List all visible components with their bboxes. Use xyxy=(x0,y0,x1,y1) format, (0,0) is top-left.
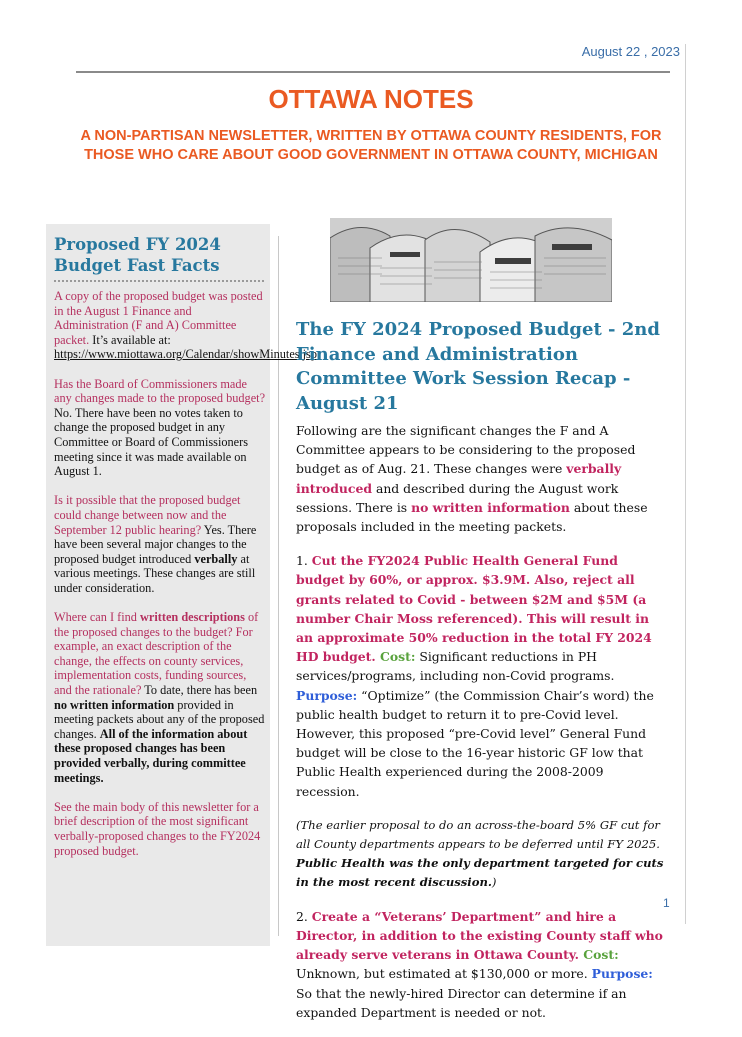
change-item-2 xyxy=(296,907,668,1022)
issue-date: August 22 , 2023 xyxy=(581,44,680,59)
sidebar-divider xyxy=(278,236,279,936)
fact-written-descriptions xyxy=(54,610,266,785)
fact-answer-emphasis: verbally xyxy=(194,551,238,566)
header-rule xyxy=(76,71,670,73)
item-number: 1. xyxy=(296,553,312,569)
cost-text: Unknown, but estimated at $130,000 or more. xyxy=(296,966,592,982)
intro-highlight: no written information xyxy=(411,499,570,515)
item-number: 2. xyxy=(296,908,312,924)
newsletter-title: OTTAWA NOTES xyxy=(268,84,474,114)
fact-question-emphasis: written descriptions xyxy=(140,610,245,625)
intro-text: about these proposals included in the meeting packets. xyxy=(296,499,648,535)
fact-question: Is it possible that the proposed budget could change between now and the September 12 public hearing? xyxy=(54,493,241,537)
article-body xyxy=(296,421,668,1037)
fact-answer: No. There have been no votes taken to change the proposed budget in any Committee or Board of Commissioners meeting since it was made available on August 1. xyxy=(54,405,249,479)
purpose-text: So that the newly-hired Director can determine if an expanded Department is needed or not. xyxy=(296,985,627,1020)
fact-answer: It’s available at: xyxy=(89,332,171,347)
fact-availability xyxy=(54,289,317,362)
intro-highlight: verbally introduced xyxy=(296,461,622,496)
intro-text: Following are the significant changes the F and A Committee appears to be considering to the proposed budget as of Aug. 21. These changes were xyxy=(296,423,636,477)
cost-text: Significant reductions in PH services/programs, including non-Covid programs. xyxy=(296,649,615,684)
fact-changes xyxy=(54,377,266,479)
item-heading: Cut the FY2024 Public Health General Fund budget by 60%, or approx. $3.9M. Also, reject all grants related to Covid - between $2M and $5M (a number Chair Moss referenced). This will result in an approximate 50% reduction in the total FY 2024 HD budget. xyxy=(296,553,652,665)
sidebar-title: Proposed FY 2024 Budget Fast Facts xyxy=(54,235,221,275)
change-item-1 xyxy=(296,551,668,801)
purpose-label: Purpose: xyxy=(591,966,653,982)
budget-link[interactable]: https://www.miottawa.org/Calendar/showMinutes.jsp xyxy=(54,347,317,362)
item-heading: Create a “Veterans’ Department” and hire a Director, in addition to the existing County staff who already serve veterans in Ottawa County. xyxy=(296,908,663,963)
fact-question: Has the Board of Commissioners made any changes made to the proposed budget? xyxy=(54,376,266,406)
fact-answer: at various meetings. These changes are still under consideration. xyxy=(54,551,256,595)
fact-answer: Yes. There have been several major changes to the proposed budget introduced xyxy=(54,522,257,566)
purpose-text: “Optimize” (the Commission Chair’s word) the public health budget to return it to pre-Covid level. However, this proposed “pre-Covid level” General Fund budget will be close to the 16-year historic GF low that Public Health experienced during the 2008-2009 recession. xyxy=(296,687,654,799)
article-title: The FY 2024 Proposed Budget - 2nd Finance and Administration Committee Work Session Recap - August 21 xyxy=(296,319,660,414)
fact-answer: To date, there has been xyxy=(141,683,258,698)
cost-label: Cost: xyxy=(375,649,416,665)
note-text: (The earlier proposal to do an across-the-board 5% GF cut for all County departments appears to be deferred until FY 2025. xyxy=(296,817,660,851)
page-number: 1 xyxy=(663,896,670,910)
right-margin-rule xyxy=(685,44,686,924)
fact-answer-emphasis: All of the information about these proposed changes has been provided verbally, during committee meetings. xyxy=(54,726,248,785)
fact-see-main-body: See the main body of this newsletter for a brief description of the most significant verbally-proposed changes to the FY2024 proposed budget. xyxy=(54,799,261,858)
article-intro xyxy=(296,421,668,536)
sidebar-body xyxy=(54,289,317,873)
intro-text: and described during the August work sessions. There is xyxy=(296,480,619,515)
cost-label: Cost: xyxy=(578,947,619,963)
fact-question: of the proposed changes to the budget? For example, an exact description of the change, the effects on county services, implementation costs, funding sources, and the rationale? xyxy=(54,610,259,698)
fact-answer: provided in meeting packets about any of the proposed changes. xyxy=(54,697,265,741)
newsletter-subtitle: A NON-PARTISAN NEWSLETTER, WRITTEN BY OTTAWA COUNTY RESIDENTS, FOR THOSE WHO CARE ABOUT GOOD GOVERNMENT IN OTTAWA COUNTY, MICHIGAN xyxy=(80,128,662,163)
fact-hearing xyxy=(54,493,266,595)
purpose-label: Purpose: xyxy=(296,687,358,703)
note-text: ) xyxy=(491,874,497,889)
fact-question: Where can I find xyxy=(54,610,141,625)
fact-question: A copy of the proposed budget was posted in the August 1 Finance and Administration (F and A) Committee packet. xyxy=(54,289,263,347)
sidebar-dotted-rule xyxy=(54,280,264,282)
fact-answer-emphasis: no written information xyxy=(54,697,175,712)
note-emphasis: Public Health was the only department targeted for cuts in the most recent discussion. xyxy=(296,855,664,889)
newspapers-photo xyxy=(330,218,612,302)
deferral-note xyxy=(296,816,668,892)
